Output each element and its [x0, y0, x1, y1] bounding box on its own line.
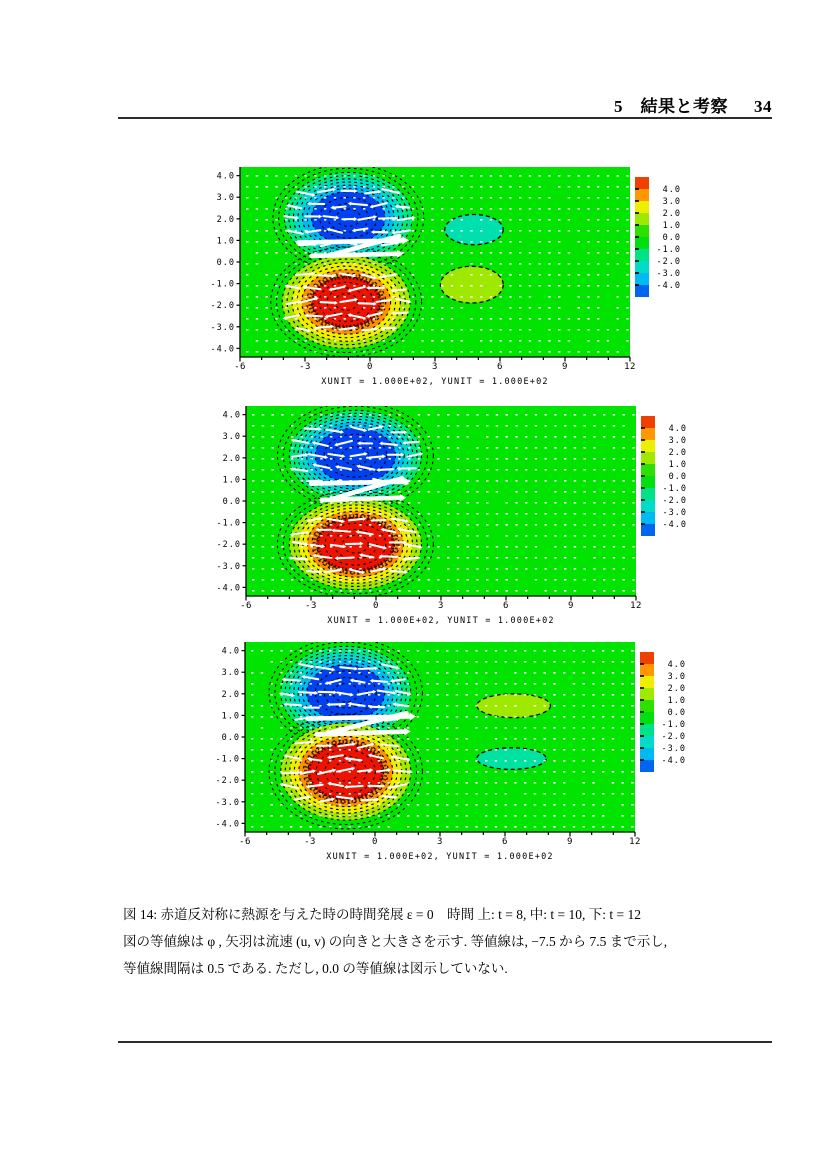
y-axis-labels — [211, 172, 235, 355]
svg-text:3: 3 — [438, 601, 444, 611]
svg-text:-4.0: -4.0 — [216, 583, 241, 594]
svg-text:-4.0: -4.0 — [215, 819, 240, 830]
y-axis-labels — [217, 411, 241, 594]
svg-text:2.0: 2.0 — [221, 689, 240, 700]
unit-label — [321, 377, 548, 387]
svg-text:0.0: 0.0 — [216, 258, 235, 268]
svg-text:-6: -6 — [234, 362, 246, 372]
svg-text:-2.0: -2.0 — [656, 257, 681, 267]
svg-text:0.0: 0.0 — [222, 497, 241, 507]
svg-text:1.0: 1.0 — [222, 475, 241, 486]
svg-text:4.0: 4.0 — [662, 185, 681, 195]
svg-text:0.0: 0.0 — [668, 472, 687, 482]
svg-text:4.0: 4.0 — [667, 660, 686, 670]
svg-text:3.0: 3.0 — [221, 668, 240, 679]
x-axis-labels — [234, 362, 636, 372]
caption-line-2: 図の等値線は φ , 矢羽は流速 (u, v) の向きと大きさを示す. 等値線は, −7.5 から 7.5 まで示し, — [123, 934, 668, 949]
unit-label — [327, 616, 554, 626]
x-axis-labels — [240, 601, 642, 611]
svg-text:6: 6 — [502, 837, 508, 847]
colorbar — [641, 416, 687, 536]
svg-text:-4.0: -4.0 — [662, 520, 687, 530]
svg-text:4.0: 4.0 — [668, 424, 687, 434]
svg-text:3.0: 3.0 — [667, 672, 686, 682]
svg-text:9: 9 — [567, 837, 573, 847]
figure-caption — [123, 901, 778, 982]
svg-text:0: 0 — [367, 362, 373, 372]
svg-text:12: 12 — [629, 837, 641, 847]
svg-text:3: 3 — [432, 362, 438, 372]
svg-text:-6: -6 — [239, 837, 251, 847]
svg-text:4.0: 4.0 — [221, 646, 240, 657]
svg-text:3.0: 3.0 — [216, 193, 235, 204]
x-axis-labels — [239, 837, 641, 847]
svg-text:-3: -3 — [304, 837, 316, 847]
svg-text:2.0: 2.0 — [216, 214, 235, 225]
svg-text:2.0: 2.0 — [662, 209, 681, 219]
svg-text:2.0: 2.0 — [222, 453, 241, 464]
svg-text:-3.0: -3.0 — [662, 508, 687, 518]
caption-line-1: 図 14: 赤道反対称に熱源を与えた時の時間発展 ε = 0 時間 上: t = 8, 中: t = 10, 下: t = 12 — [123, 907, 642, 922]
svg-text:3.0: 3.0 — [222, 432, 241, 443]
svg-text:1.0: 1.0 — [668, 460, 687, 470]
svg-text:4.0: 4.0 — [222, 410, 241, 421]
svg-text:-1.0: -1.0 — [661, 720, 686, 730]
svg-text:0.0: 0.0 — [662, 233, 681, 243]
svg-text:1.0: 1.0 — [667, 696, 686, 706]
svg-text:-3.0: -3.0 — [661, 744, 686, 754]
svg-text:XUNIT = 1.000E+02, YUNIT = 1.0: XUNIT = 1.000E+02, YUNIT = 1.000E+02 — [327, 616, 555, 626]
svg-text:6: 6 — [503, 601, 509, 611]
svg-text:0.0: 0.0 — [667, 708, 686, 718]
colorbar — [635, 177, 681, 297]
svg-text:-2.0: -2.0 — [661, 732, 686, 742]
caption-line-3: 等値線間隔は 0.5 である. ただし, 0.0 の等値線は図示していない. — [123, 961, 508, 976]
svg-text:-3.0: -3.0 — [215, 797, 240, 808]
colorbar — [640, 652, 686, 772]
svg-text:XUNIT = 1.000E+02, YUNIT = 1.0: XUNIT = 1.000E+02, YUNIT = 1.000E+02 — [321, 377, 549, 387]
header-page-number: 34 — [754, 97, 772, 116]
y-axis-labels — [216, 647, 240, 830]
unit-label — [326, 852, 553, 862]
svg-text:3.0: 3.0 — [662, 197, 681, 207]
svg-text:0: 0 — [372, 837, 378, 847]
svg-text:-3.0: -3.0 — [656, 269, 681, 279]
svg-text:0: 0 — [373, 601, 379, 611]
svg-text:-4.0: -4.0 — [656, 281, 681, 291]
svg-text:2.0: 2.0 — [667, 684, 686, 694]
svg-text:-1.0: -1.0 — [215, 754, 240, 765]
svg-text:-1.0: -1.0 — [662, 484, 687, 494]
contour-plot-3-bottom — [207, 638, 707, 878]
svg-text:-4.0: -4.0 — [210, 344, 235, 355]
svg-text:9: 9 — [568, 601, 574, 611]
svg-text:0.0: 0.0 — [221, 733, 240, 743]
svg-text:-1.0: -1.0 — [210, 279, 235, 290]
svg-text:9: 9 — [562, 362, 568, 372]
svg-text:-3: -3 — [299, 362, 311, 372]
svg-text:-1.0: -1.0 — [656, 245, 681, 255]
svg-text:1.0: 1.0 — [221, 711, 240, 722]
svg-text:1.0: 1.0 — [662, 221, 681, 231]
svg-text:-2.0: -2.0 — [216, 540, 241, 551]
svg-text:XUNIT = 1.000E+02, YUNIT = 1.0: XUNIT = 1.000E+02, YUNIT = 1.000E+02 — [326, 852, 554, 862]
svg-text:3: 3 — [437, 837, 443, 847]
svg-text:-3.0: -3.0 — [210, 322, 235, 333]
svg-text:-2.0: -2.0 — [662, 496, 687, 506]
svg-text:4.0: 4.0 — [216, 171, 235, 182]
svg-text:12: 12 — [630, 601, 642, 611]
svg-text:-3: -3 — [305, 601, 317, 611]
svg-text:-3.0: -3.0 — [216, 561, 241, 572]
svg-text:-2.0: -2.0 — [215, 776, 240, 787]
footer-rule — [118, 1041, 772, 1043]
header-section-title: 5 結果と考察 — [614, 97, 728, 116]
svg-text:-1.0: -1.0 — [216, 518, 241, 529]
svg-text:-2.0: -2.0 — [210, 301, 235, 312]
svg-text:6: 6 — [497, 362, 503, 372]
svg-text:12: 12 — [624, 362, 636, 372]
contour-plot-1-top — [202, 163, 702, 403]
svg-text:2.0: 2.0 — [668, 448, 687, 458]
svg-text:-6: -6 — [240, 601, 252, 611]
svg-text:-4.0: -4.0 — [661, 756, 686, 766]
contour-plot-2-middle — [208, 402, 708, 642]
svg-text:3.0: 3.0 — [668, 436, 687, 446]
svg-text:1.0: 1.0 — [216, 236, 235, 247]
